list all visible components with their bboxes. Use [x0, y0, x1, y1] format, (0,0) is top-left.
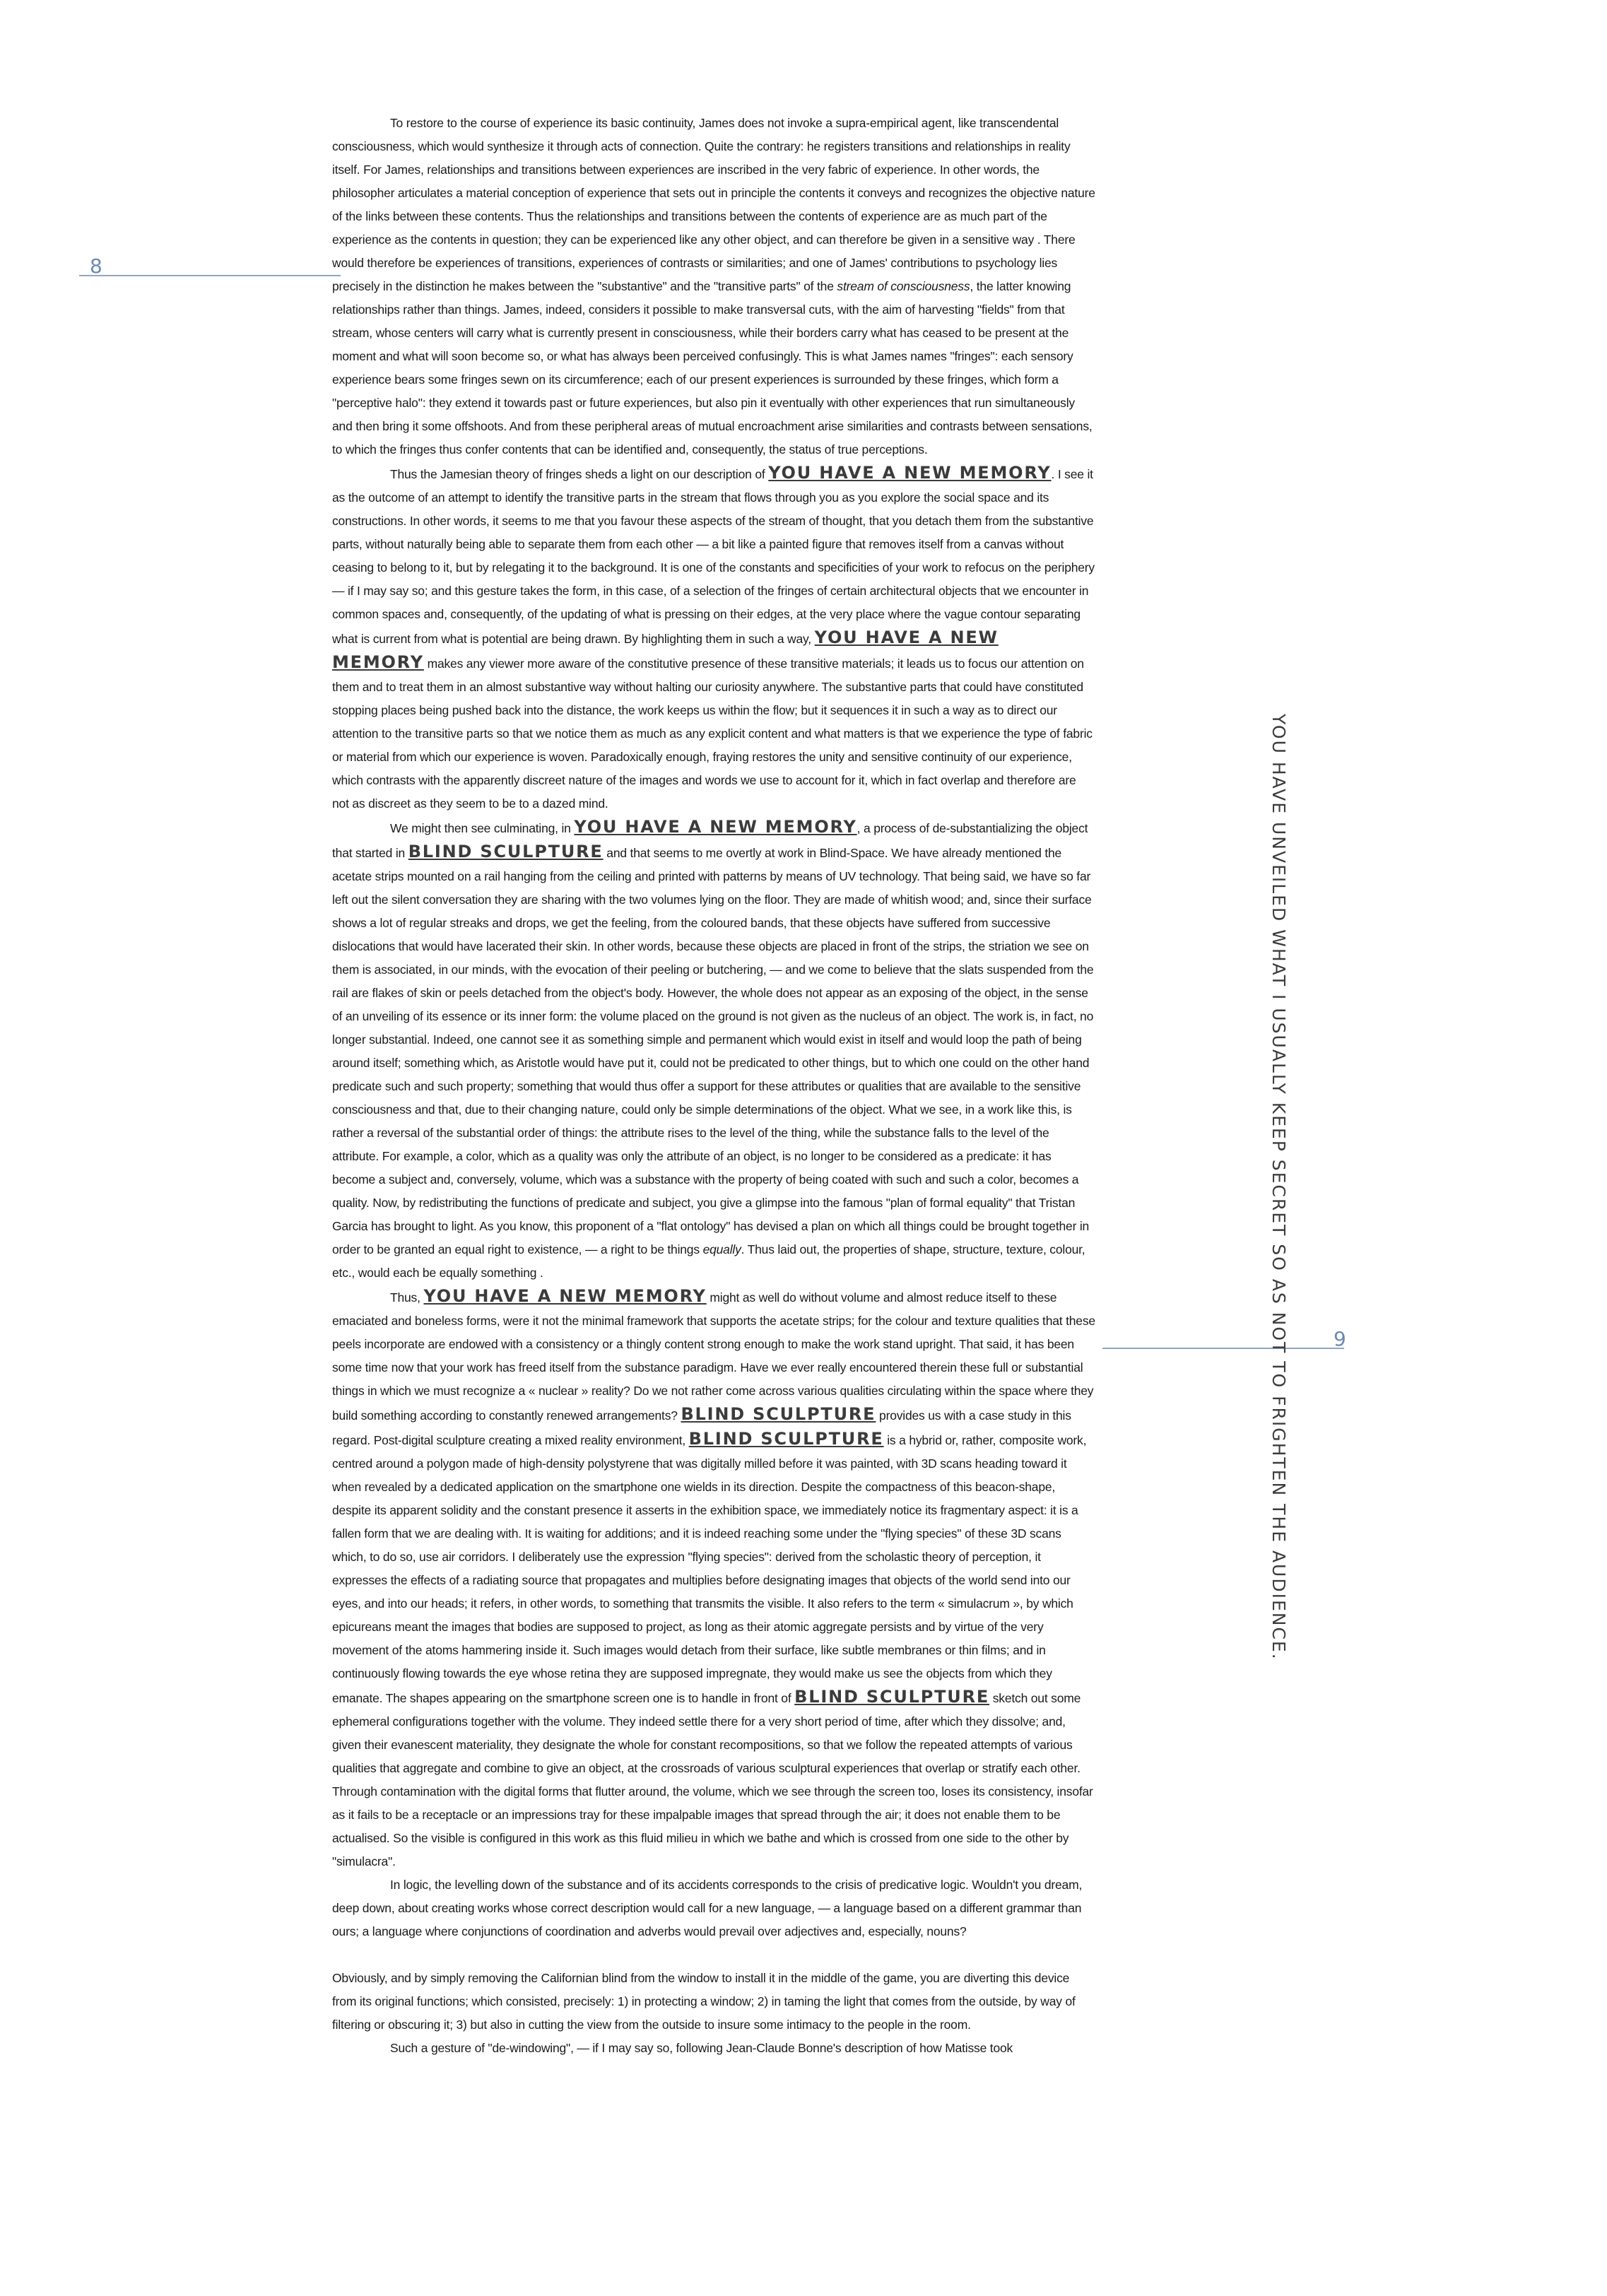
paragraph-text: sketch out some ephemeral configurations together with the volume. They indeed settle there for a very short period of time, after which they dissolve; and, given their evanescent materiality, they designate the whole for constant recompositions, so that we follow the repeated attempts of various qualities that aggregate and combine to give an object, at the crossroads of various sculptural experiences that overlap or stratify each other. Through contamination with the digital forms that flutter around, the volume, which we see through the screen too, loses its consistency, insofar as it fails to be a receptacle or an impressions tray for these impalpable images that spread through the air; it does not enable them to be actualised. So the visible is configured in this work as this fluid milieu in which we bathe and which is crossed from one side to the other by "simulacra". [332, 1691, 1093, 1868]
paragraph [332, 816, 1095, 1285]
work-title: YOU HAVE A NEW MEMORY [768, 463, 1052, 483]
paragraph-text: , the latter knowing relationships rather than things. James, indeed, considers it possible to make transversal cuts, with the aim of harvesting "fields" from that stream, whose centers will carry what is currently present in consciousness, while their borders carry what has ceased to be present at the moment and what will soon become so, or what has always been perceived confusingly. This is what James names "fringes": each sensory experience bears some fringes sewn on its circumference; each of our present experiences is surrounded by these fringes, which form a "perceptive halo": they extend it towards past or future experiences, but also pin it eventually with other experiences that run simultaneously and then bring it some offshoots. And from these peripheral areas of mutual encroachment arise similarities and contrasts between sensations, to which the fringes thus confer contents that can be identified and, consequently, the status of true perceptions. [332, 279, 1093, 457]
paragraph: Such a gesture of "de-windowing", — if I may say so, following Jean-Claude Bonne's description of how Matisse took [390, 2041, 1013, 2055]
paragraph-text: Thus the Jamesian theory of fringes sheds a light on our description of [390, 467, 765, 481]
paragraph-text: We might then see culminating, in [390, 821, 571, 835]
work-title: BLIND SCULPTURE [408, 842, 604, 861]
paragraph-text: , a process of de-substantializing the object that started in [332, 821, 1088, 860]
work-title: YOU HAVE A NEW MEMORY [423, 1286, 707, 1306]
work-title: BLIND SCULPTURE [794, 1687, 990, 1707]
side-quote: YOU HAVE UNVEILED WHAT I USUALLY KEEP SECRET SO AS NOT TO FRIGHTEN THE AUDIENCE. [1268, 714, 1289, 1661]
emphasis: equally [702, 1242, 741, 1256]
page-marker-line-right [1102, 1348, 1344, 1349]
paragraph-text: might as well do without volume and almost reduce itself to these emaciated and boneless forms, were it not the minimal framework that supports the acetate strips; for the colour and texture qualities that these peels incorporate are endowed with a consistency or a thingly content strong enough to make the work stand upright. That said, it has been some time now that your work has freed itself from the substance paradigm. Have we ever really encountered therein these full or substantial things in which we must recognize a « nuclear » reality? Do we not rather come across various qualities circulating within the space where they build something according to constantly renewed arrangements? [332, 1290, 1095, 1423]
paragraph-text: provides us with a case study in this regard. Post-digital sculpture creating a mixed reality environment, [332, 1408, 1071, 1447]
paragraph [332, 1285, 1095, 1873]
paragraph-text: Thus, [390, 1290, 420, 1305]
paragraph-text: is a hybrid or, rather, composite work, centred around a polygon made of high-density polystyrene that was digitally milled before it was painted, with 3D scans heading toward it when revealed by a dedicated application on the smartphone one wields in its direction. Despite the compactness of this beacon-shape, despite its apparent solidity and the constant presence it asserts in the exhibition space, we immediately notice its fragmentary aspect: it is a fallen form that we are dealing with. It is waiting for additions; and it is indeed reaching some under the "flying species" of these 3D scans which, to do so, use air corridors. I deliberately use the expression "flying species": derived from the scholastic theory of perception, it expresses the effects of a radiating source that propagates and multiplies before designating images that objects of the world send into our eyes, and into our heads; it refers, in other words, to something that transmits the visible. It also refers to the term « simulacrum », by which epicureans meant the images that bodies are supposed to project, as long as their atomic aggregate persists and by virtue of the very movement of the atoms hammering inside it. Such images would detach from their surface, like subtle membranes or thin films; and in continuously flowing towards the eye whose retina they are supposed impregnate, they would make us see the objects from which they emanate. The shapes appearing on the smartphone screen one is to handle in front of [332, 1433, 1087, 1705]
work-title: BLIND SCULPTURE [681, 1404, 876, 1424]
page-number-left: 8 [90, 254, 102, 278]
paragraph [332, 112, 1095, 461]
paragraph-text: makes any viewer more aware of the constitutive presence of these transitive materials; it leads us to focus our attention on them and to treat them in an almost substantive way without halting our curiosity anywhere. The substantive parts that could have constituted stopping places being pushed back into the distance, the work keeps us within the flow; but it sequences it in such a way as to direct our attention to the transitive parts so that we notice them as much as any explicit content and what matters is that we experience the type of fabric or material from which our experience is woven. Paradoxically enough, fraying restores the unity and sensitive continuity of our experience, which contrasts with the apparently discreet nature of the images and words we use to account for it, which in fact overlap and therefore are not as discreet as they seem to be to a dazed mind. [332, 657, 1093, 811]
work-title: YOU HAVE A NEW MEMORY [332, 628, 999, 672]
emphasis: stream of consciousness [837, 279, 970, 293]
paragraph-text: and that seems to me overtly at work in Blind-Space. We have already mentioned the acetate strips mounted on a rail hanging from the ceiling and printed with patterns by means of UV technology. That being said, we have so far left out the silent conversation they are sharing with the two volumes lying on the floor. They are made of whitish wood; and, since their surface shows a lot of regular streaks and drops, we get the feeling, from the coloured bands, that these objects have suffered from successive dislocations that would have lacerated their skin. In other words, because these objects are placed in front of the strips, the striation we see on them is associated, in our minds, with the evocation of their peeling or butchering, — and we come to believe that the slats suspended from the rail are flakes of skin or peels detached from the object's body. However, the whole does not appear as an exposing of the object, in the sense of an unveiling of its essence or its inner form: the volume placed on the ground is not given as the nucleus of an object. The work is, in fact, no longer substantial. Indeed, one cannot see it as something simple and permanent which would exist in itself and would loop the path of being around itself; something which, as Aristotle would have put it, could not be predicated to other things, but to which one could on the other hand predicate such and such property; something that would thus offer a support for these attributes or qualities that are available to the sensitive consciousness and that, due to their changing nature, could only be simple determinations of the object. What we see, in a work like this, is rather a reversal of the substantial order of things: the attribute rises to the level of the thing, while the substance falls to the level of the attribute. For example, a color, which as a quality was only the attribute of an object, is no longer to be considered as a predicate: it has become a subject and, conversely, volume, which was a substance with the property of being coated with such and such a color, becomes a quality. Now, by redistributing the functions of predicate and subject, you give a glimpse into the famous "plan of formal equality" that Tristan Garcia has brought to light. As you know, this proponent of a "flat ontology" has devised a plan on which all things could be brought together in order to be granted an equal right to existence, — a right to be things [332, 846, 1094, 1256]
paragraph: Obviously, and by simply removing the Californian blind from the window to install it in the middle of the game, you are diverting this device from its original functions; which consisted, precisely: 1) in protecting a window; 2) in taming the light that comes from the outside, by way of filtering or obscuring it; 3) but also in cutting the view from the outside to insure some intimacy to the people in the room. [332, 1971, 1076, 2032]
work-title: YOU HAVE A NEW MEMORY [574, 817, 857, 837]
page-number-right: 9 [1334, 1327, 1346, 1350]
paragraph-text: To restore to the course of experience its basic continuity, James does not invoke a supra-empirical agent, like transcendental consciousness, which would synthesize it through acts of connection. Quite the contrary: he registers transitions and relationships in reality itself. For James, relationships and transitions between experiences are inscribed in the very fabric of experience. In other words, the philosopher articulates a material conception of experience that sets out in principle the contents it conveys and recognizes the objective nature of the links between these contents. Thus the relationships and transitions between the contents of experience are as much part of the experience as the contents in question; they can be experienced like any other object, and can therefore be given in a sensitive way . There would therefore be experiences of transitions, experiences of contrasts or similarities; and one of James' contributions to psychology lies precisely in the distinction he makes between the "substantive" and the "transitive parts" of the [332, 116, 1095, 293]
paragraph-text: . Thus laid out, the properties of shape, structure, texture, colour, etc., would each be equally something . [332, 1242, 1085, 1280]
paragraph-text: . I see it as the outcome of an attempt to identify the transitive parts in the stream that flows through you as you explore the social space and its constructions. In other words, it seems to me that you favour these aspects of the stream of thought, that you detach them from the substantive parts, without naturally being able to separate them from each other — a bit like a painted figure that removes itself from a canvas without ceasing to belong to it, but by relegating it to the background. It is one of the constants and specificities of your work to refocus on the periphery — if I may say so; and this gesture takes the form, in this case, of a selection of the fringes of certain architectural objects that we encounter in common spaces and, consequently, of the updating of what is pressing on their edges, at the very place where the vague contour separating what is current from what is potential are being drawn. By highlighting them in such a way, [332, 467, 1095, 646]
page-marker-line-left [79, 275, 341, 276]
work-title: BLIND SCULPTURE [688, 1429, 884, 1449]
essay-text [332, 112, 1095, 2060]
paragraph: In logic, the levelling down of the substance and of its accidents corresponds to the crisis of predicative logic. Wouldn't you dream, deep down, about creating works whose correct description would call for a new language, — a language based on a different grammar than ours; a language where conjunctions of coordination and adverbs would prevail over adjectives and, especially, nouns? [332, 1878, 1083, 1938]
paragraph [332, 461, 1095, 816]
